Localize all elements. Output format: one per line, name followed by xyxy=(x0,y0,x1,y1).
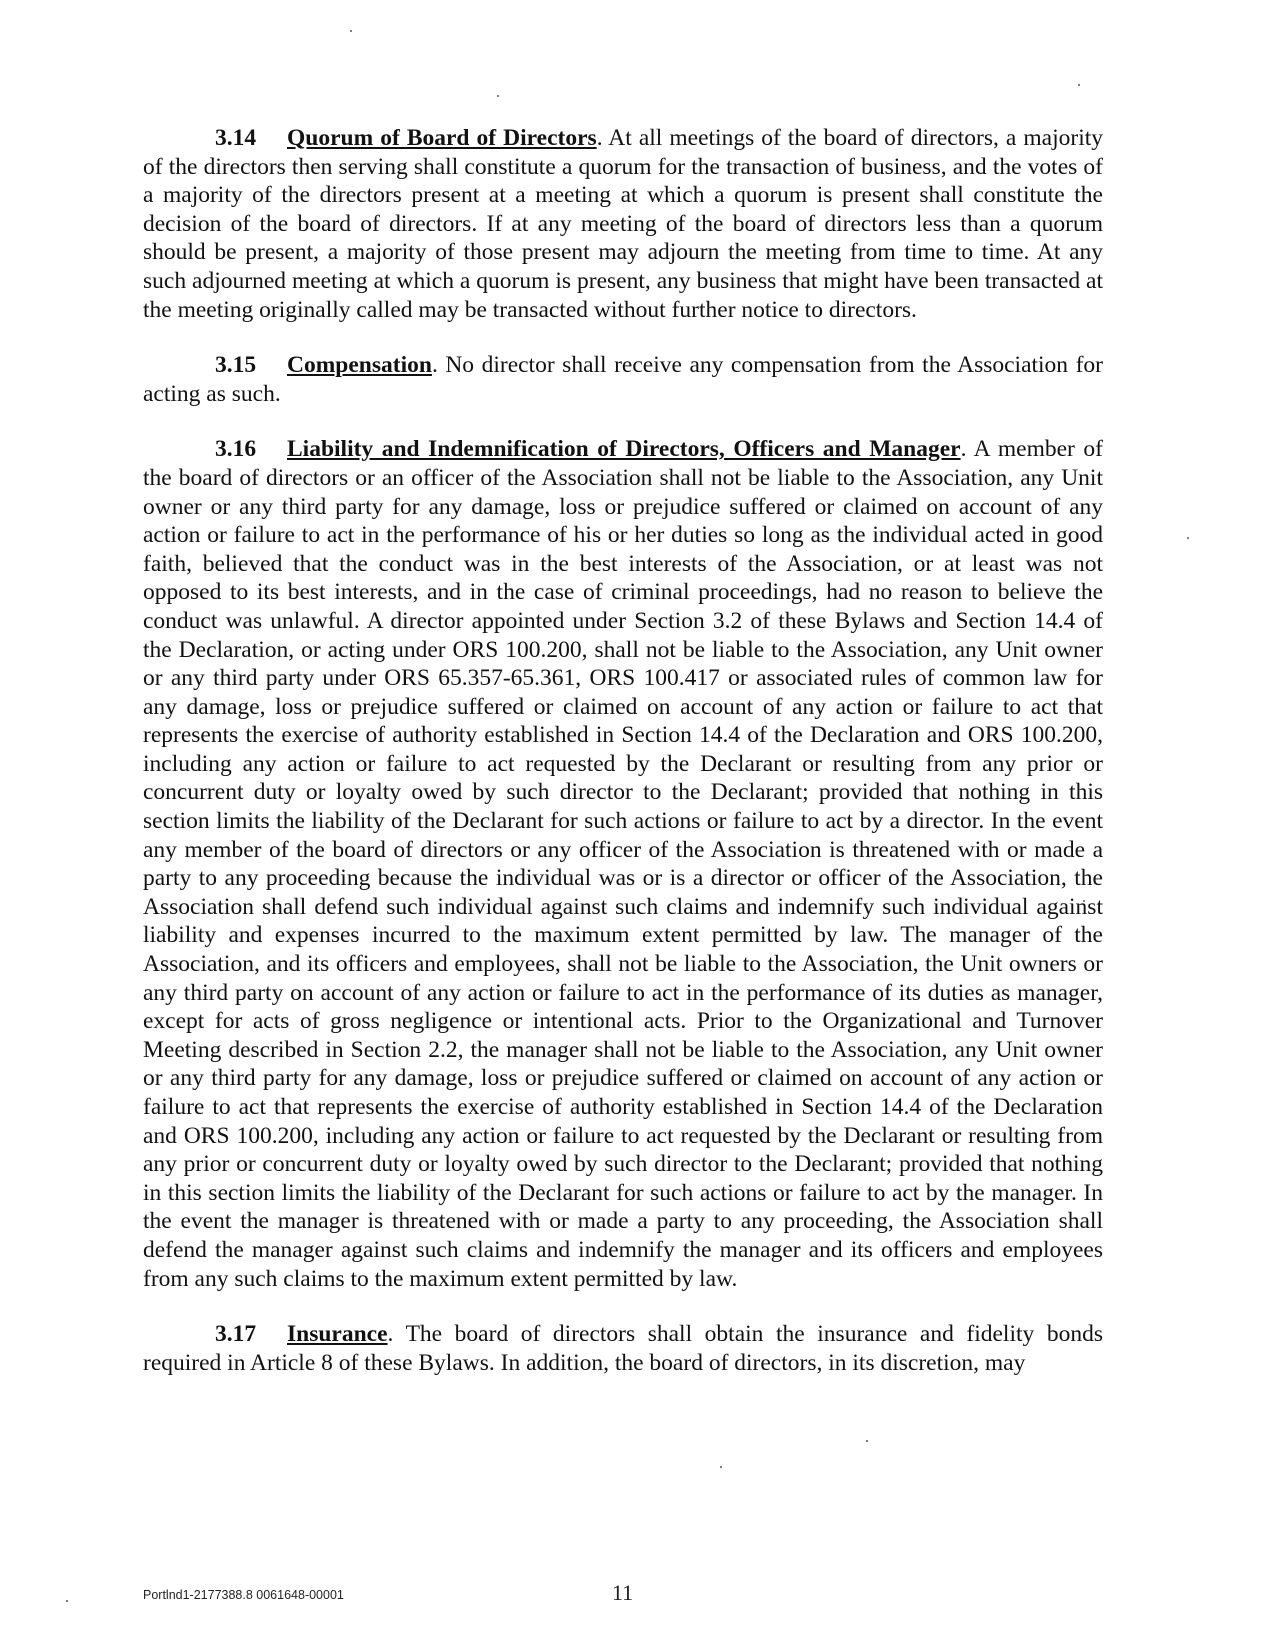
section-number: 3.17 xyxy=(215,1321,257,1348)
section-3-14 xyxy=(143,124,1103,324)
scan-speck xyxy=(66,1600,68,1602)
section-text: . The board of directors shall obtain the insurance and fidelity bonds required in Article 8 of these Bylaws. In addition, the board of directors, in its discretion, may xyxy=(143,1321,1103,1376)
document-body xyxy=(143,124,1103,1404)
scan-speck xyxy=(350,30,352,32)
section-3-16 xyxy=(143,435,1103,1293)
section-number: 3.15 xyxy=(215,352,257,379)
section-title: Compensation xyxy=(287,352,432,379)
scan-speck xyxy=(866,1440,868,1442)
scan-speck xyxy=(497,95,499,97)
scan-speck xyxy=(1187,537,1189,539)
section-title: Quorum of Board of Directors xyxy=(287,125,597,151)
section-title: Liability and Indemnification of Directors, Officers and Manager xyxy=(287,436,961,463)
section-text: . A member of the board of directors or an officer of the Association shall not be liable to the Association, any Unit owner or any third party for any damage, loss or prejudice suffered or claimed on account of any action or failure to act in the performance of his or her duties so long as the individual acted in good faith, believed that the conduct was in the best interests of the Association, or at least was not opposed to its best interests, and in the case of criminal proceedings, had no reason to believe the conduct was unlawful. A director appointed under Section 3.2 of these Bylaws and Section 14.4 of the Declaration, or acting under ORS 100.200, shall not be liable to the Association, any Unit owner or any third party under ORS 65.357-65.361, ORS 100.417 or associated rules of common law for any damage, loss or prejudice suffered or claimed on account of any action or failure to act that represents the exercise of authority established in Section 14.4 of the Declaration and ORS 100.200, including any action or failure to act requested by the Declarant or resulting from any prior or concurrent duty or loyalty owed by such director to the Declarant; provided that nothing in this section limits the liability of the Declarant for such actions or failure to act by a director. In the event any member of the board of directors or any officer of the Association is threatened with or made a party to any proceeding because the individual was or is a director or officer of the Association, the Association shall defend such individual against such claims and indemnify such individual against liability and expenses incurred to the maximum extent permitted by law. The manager of the Association, and its officers and employees, shall not be liable to the Association, the Unit owners or any third party on account of any action or failure to act in the performance of its duties as manager, except for acts of gross negligence or intentional acts. Prior to the Organizational and Turnover Meeting described in Section 2.2, the manager shall not be liable to the Association, any Unit owner or any third party for any damage, loss or prejudice suffered or claimed on account of any action or failure to act that represents the exercise of authority established in Section 14.4 of the Declaration and ORS 100.200, including any action or failure to act requested by the Declarant or resulting from any prior or concurrent duty or loyalty owed by such director to the Declarant; provided that nothing in this section limits the liability of the Declarant for such actions or failure to act by the manager. In the event the manager is threatened with or made a party to any proceeding, the Association shall defend the manager against such claims and indemnify the manager and its officers and employees from any such claims to the maximum extent permitted by law. xyxy=(143,436,1103,1292)
section-3-15 xyxy=(143,351,1103,408)
section-number: 3.14 xyxy=(215,125,257,151)
section-number: 3.16 xyxy=(215,436,257,463)
section-3-17 xyxy=(143,1320,1103,1377)
section-text: . No director shall receive any compensation from the Association for acting as such. xyxy=(143,352,1103,407)
footer-document-id: Portlnd1-2177388.8 0061648-00001 xyxy=(143,1588,344,1602)
page-number: 11 xyxy=(612,1580,634,1605)
section-title: Insurance xyxy=(287,1321,388,1348)
scan-speck xyxy=(1078,84,1080,86)
scan-speck xyxy=(720,1466,722,1468)
section-text: . At all meetings of the board of directors, a majority of the directors then serving shall constitute a quorum for the transaction of business, and the votes of a majority of the directors present at a meeting at which a quorum is present shall constitute the decision of the board of directors. If at any meeting of the board of directors less than a quorum should be present, a majority of those present may adjourn the meeting from time to time. At any such adjourned meeting at which a quorum is present, any business that might have been transacted at the meeting originally called may be transacted without further notice to directors. xyxy=(143,125,1103,323)
